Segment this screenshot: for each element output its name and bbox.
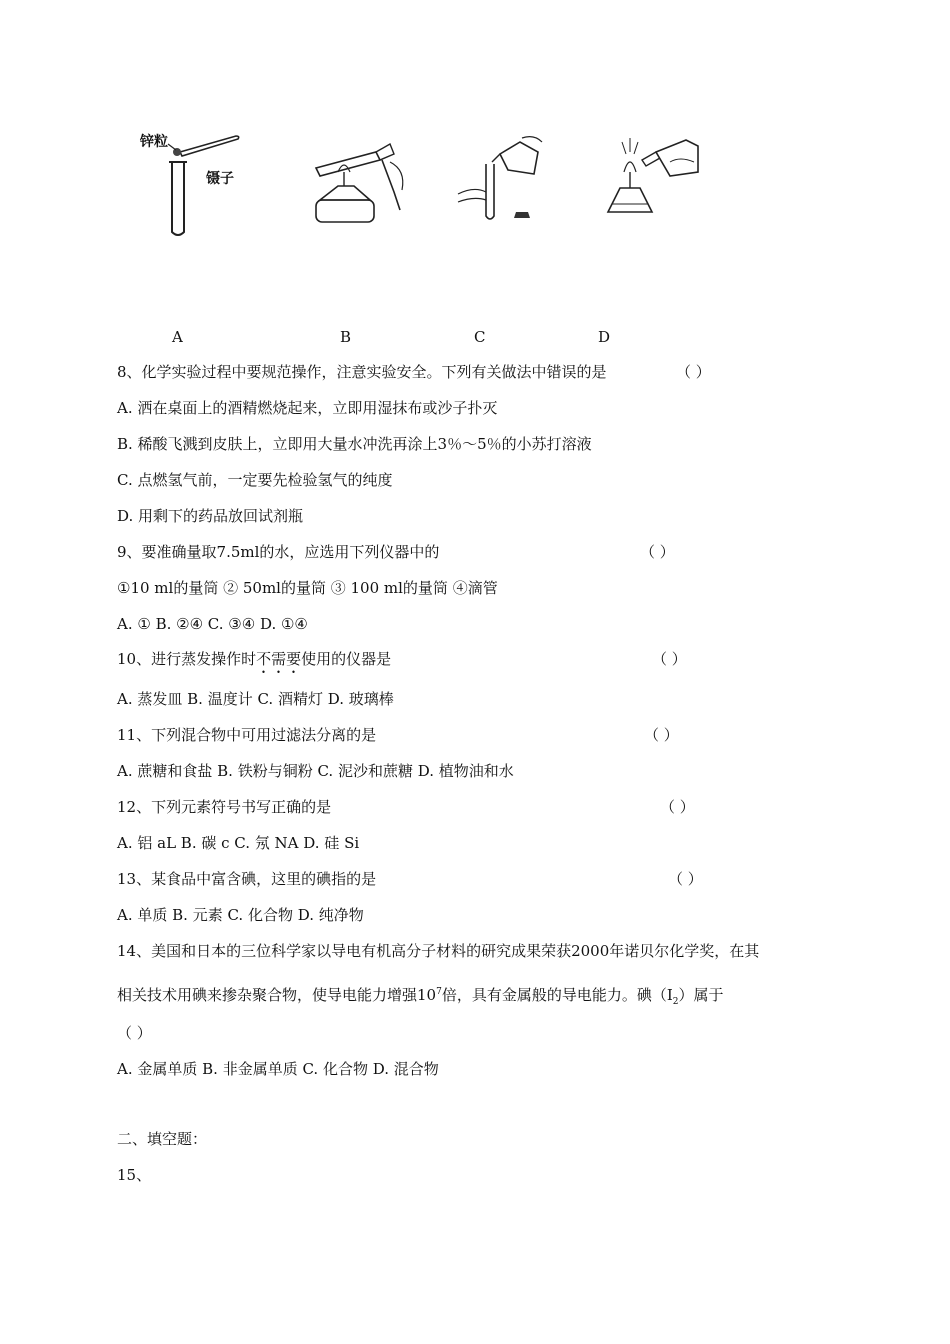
figure-a [140, 128, 250, 240]
q12-options: A. 铝 aL B. 碳 c C. 氖 NA D. 硅 Si [117, 834, 360, 852]
figure-d [600, 132, 710, 226]
q9-items: ①10 ml的量筒 ② 50ml的量筒 ③ 100 ml的量筒 ④滴管 [117, 579, 498, 597]
q12-stem: 12、下列元素符号书写正确的是 [117, 798, 332, 816]
q8-stem: 8、化学实验过程中要规范操作，注意实验安全。下列有关做法中错误的是 [117, 363, 607, 381]
q15-number: 15、 [117, 1166, 152, 1184]
q14-exponent: 7 [436, 987, 442, 997]
q11-stem: 11、下列混合物中可用过滤法分离的是 [117, 726, 377, 744]
q14-line2 [117, 985, 724, 1005]
figure-label-b: B [340, 328, 352, 346]
q13-answer-paren: （ ） [668, 870, 703, 888]
figure-label-c: C [474, 328, 486, 346]
alcohol-lamp-drawing [600, 132, 710, 222]
q9-stem: 9、要准确量取7.5ml的水，应选用下列仪器中的 [117, 543, 440, 561]
section-title-fill-in: 二、填空题： [117, 1130, 208, 1148]
q8-option-d: D. 用剩下的药品放回试剂瓶 [117, 507, 304, 525]
figure-b [302, 140, 412, 234]
q10-stem [117, 649, 391, 677]
q11-answer-paren: （ ） [644, 726, 679, 744]
q9-answer-paren: （ ） [640, 543, 675, 561]
q14-options: A. 金属单质 B. 非金属单质 C. 化合物 D. 混合物 [117, 1060, 439, 1078]
q8-option-a: A. 洒在桌面上的酒精燃烧起来，立即用湿抹布或沙子扑灭 [117, 399, 498, 417]
q9-options: A. ① B. ②④ C. ③④ D. ①④ [117, 615, 308, 633]
q10-stem-pre: 10、进行蒸发操作时 [117, 650, 257, 668]
figure-c [438, 134, 548, 228]
q12-answer-paren: （ ） [660, 798, 695, 816]
q10-options: A. 蒸发皿 B. 温度计 C. 酒精灯 D. 玻璃棒 [117, 690, 394, 708]
q14-line2-pre: 相关技术用碘来掺杂聚合物，使导电能力增强10 [117, 986, 437, 1004]
figure-label-d: D [598, 328, 611, 346]
q10-answer-paren: （ ） [652, 650, 687, 668]
q11-options: A. 蔗糖和食盐 B. 铁粉与铜粉 C. 泥沙和蔗糖 D. 植物油和水 [117, 762, 514, 780]
q13-stem: 13、某食品中富含碘，这里的碘指的是 [117, 870, 377, 888]
q10-stem-post: 使用的仪器是 [301, 650, 392, 668]
heating-tube-drawing [302, 140, 412, 230]
q14-subscript: 2 [672, 997, 679, 1007]
q14-answer-paren: （ ） [117, 1024, 152, 1042]
q14-line1: 14、美国和日本的三位科学家以导电有机高分子材料的研究成果荣获2000年诺贝尔化学奖，在其 [117, 942, 760, 960]
q8-option-c: C. 点燃氢气前，一定要先检验氢气的纯度 [117, 471, 393, 489]
q14-line2-post: ）属于 [678, 986, 724, 1004]
pouring-liquid-drawing [438, 134, 548, 224]
figure-label-a: A [172, 328, 183, 346]
q10-emphasis: 不需要 [256, 650, 302, 668]
q14-line2-mid: 倍，具有金属般的导电能力。碘（I [441, 986, 673, 1004]
q8-option-b: B. 稀酸飞溅到皮肤上，立即用大量水冲洗再涂上3％～5％的小苏打溶液 [117, 435, 592, 453]
q8-answer-paren: （ ） [676, 363, 711, 381]
tweezers-label: 镊子 [206, 171, 234, 187]
q13-options: A. 单质 B. 元素 C. 化合物 D. 纯净物 [117, 906, 364, 924]
zinc-label: 锌粒 [140, 134, 168, 150]
